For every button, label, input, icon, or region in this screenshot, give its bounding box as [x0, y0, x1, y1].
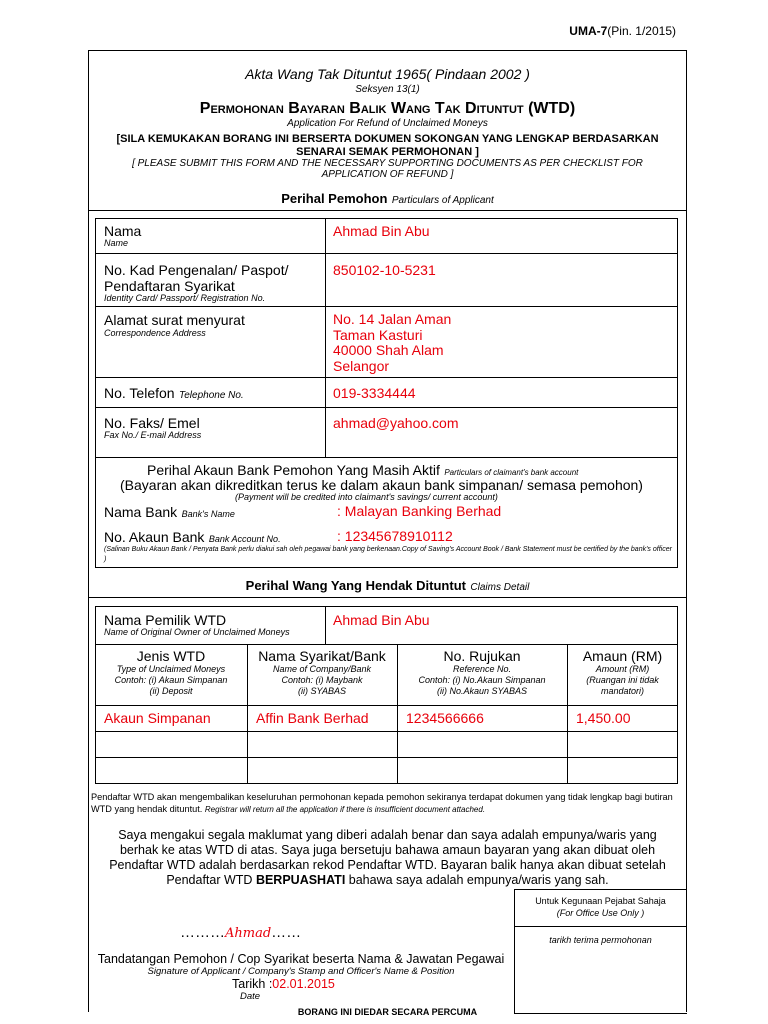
instruction-ms: [SILA KEMUKAKAN BORANG INI BERSERTA DOKUMEN SOKONGAN YANG LENGKAP BERDASARKAN SENARAI SEMAK PERMOHONAN ] [116, 133, 659, 158]
office-received-date: tarikh terima permohonan [549, 935, 652, 945]
col-header-type: Jenis WTD Type of Unclaimed Moneys Contoh: (i) Akaun Simpanan (ii) Deposit [114, 648, 228, 696]
form-title-en: Application For Refund of Unclaimed Moneys [287, 118, 488, 129]
ic-label-en: Identity Card/ Passport/ Registration No. [104, 293, 266, 303]
fax-label-en: Fax No./ E-mail Address [104, 430, 202, 440]
bank-name-label: Nama Bank Bank's Name [104, 504, 235, 520]
address-label: Alamat surat menyurat [104, 312, 245, 328]
notice: Pendaftar WTD akan mengembalikan keseluruhan permohonan kepada pemohon sekiranya terdapat dokumen yang tidak lengkap bagi butiran WTD yang hendak dituntut. Registrar will return all the application if there is insufficient document attached. [91, 792, 673, 814]
bank-acct-label: No. Akaun Bank Bank Account No. [104, 529, 281, 545]
applicant-address[interactable]: No. 14 Jalan Aman Taman Kasturi 40000 Shah Alam Selangor [333, 311, 452, 374]
col-header-reference: No. Rujukan Reference No. Contoh: (i) No.Akaun Simpanan (ii) No.Akaun SYABAS [418, 648, 546, 696]
bank-note-ms: (Bayaran akan dikreditkan terus ke dalam akaun bank simpanan/ semasa pemohon) [120, 477, 643, 493]
instruction-en: [ PLEASE SUBMIT THIS FORM AND THE NECESSARY SUPPORTING DOCUMENTS AS PER CHECKLIST FOR APPLICATION OF REFUND ] [132, 158, 643, 180]
applicant-name[interactable]: Ahmad Bin Abu [333, 223, 430, 239]
form-title: Permohonan Bayaran Balik Wang Tak Dituntut (WTD) [199, 100, 576, 117]
bank-heading: Perihal Akaun Bank Pemohon Yang Masih Aktif Particulars of claimant's bank account [147, 462, 579, 478]
address-label-en: Correspondence Address [104, 328, 206, 338]
applicant-phone[interactable]: 019-3334444 [333, 385, 416, 401]
name-label-en: Name [104, 238, 129, 248]
applicant-email[interactable]: ahmad@yahoo.com [333, 415, 459, 431]
fax-label: No. Faks/ Emel [104, 415, 200, 431]
col-header-company: Nama Syarikat/Bank Name of Company/Bank Contoh: (i) Maybank (ii) SYABAS [258, 648, 386, 696]
signature-label-en: Signature of Applicant / Company's Stamp and Officer's Name & Position [147, 966, 455, 977]
applicant-ic[interactable]: 850102-10-5231 [333, 262, 436, 278]
col-header-amount: Amaun (RM) Amount (RM) (Ruangan ini tidak mandatori) [582, 648, 663, 696]
claim-reference-cell[interactable]: 1234566666 [406, 710, 484, 726]
ic-label: No. Kad Pengenalan/ Paspot/ Pendaftaran Syarikat [104, 262, 289, 294]
phone-label: No. Telefon Telephone No. [104, 385, 244, 401]
owner-label-en: Name of Original Owner of Unclaimed Moneys [104, 627, 290, 637]
office-use-title: Untuk Kegunaan Pejabat Sahaja (For Office Use Only ) [535, 896, 666, 918]
signature-line[interactable]: ………Ahmad…… [180, 924, 302, 941]
section: Seksyen 13(1) [355, 84, 420, 95]
name-label: Nama [104, 223, 142, 239]
claim-amount-cell[interactable]: 1,450.00 [576, 710, 631, 726]
date-field[interactable]: Tarikh :02.01.2015 [232, 977, 335, 991]
owner-label: Nama Pemilik WTD [104, 612, 227, 628]
form-code: UMA-7(Pin. 1/2015) [569, 24, 676, 38]
owner-name[interactable]: Ahmad Bin Abu [333, 612, 430, 628]
footer-note: BORANG INI DIEDAR SECARA PERCUMA [297, 1007, 478, 1017]
signature-label: Tandatangan Pemohon / Cop Syarikat beserta Nama & Jawatan Pegawai [97, 952, 505, 966]
claim-company-cell[interactable]: Affin Bank Berhad [256, 710, 369, 726]
bank-note-en: (Payment will be credited into claimant's savings/ current account) [235, 492, 498, 502]
declaration: Saya mengakui segala maklumat yang diberi adalah benar dan saya adalah empunya/waris yang berhak ke atas WTD di atas. Saya juga bersetuju bahawa amaun bayaran yang akan dibuat oleh Pendaftar WTD adalah berdasarkan rekod Pendaftar WTD. Bayaran balik hanya akan dibuat setelah Pendaftar WTD BERPUASHATI bahawa saya adalah empunya/waris yang sah. [109, 828, 666, 887]
divider [88, 210, 687, 211]
signature-image: Ahmad [225, 926, 272, 941]
date-label-en: Date [240, 991, 261, 1002]
claims-heading: Perihal Wang Yang Hendak Dituntut Claims Detail [245, 578, 530, 593]
bank-acct-no[interactable]: : 12345678910112 [337, 528, 453, 544]
act-title: Akta Wang Tak Dituntut 1965( Pindaan 2002 ) [245, 66, 530, 82]
bank-name[interactable]: : Malayan Banking Berhad [337, 503, 502, 519]
claim-type-cell[interactable]: Akaun Simpanan [104, 710, 211, 726]
applicant-heading: Perihal Pemohon Particulars of Applicant [281, 191, 494, 206]
bank-footnote: (Salinan Buku Akaun Bank / Penyata Bank perlu diakui sah oleh pegawai bank yang berkenaan.Copy of Saving's Account Book / Bank Statement must be certified by the bank's officer ) [104, 546, 672, 563]
